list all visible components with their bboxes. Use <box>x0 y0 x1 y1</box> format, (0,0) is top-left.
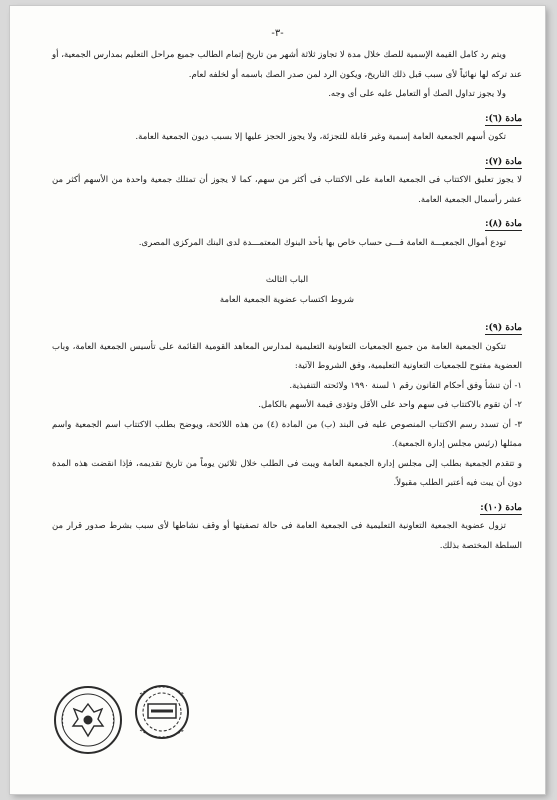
article-9-item-3: ٣- أن تسدد رسم الاكتتاب المنصوص عليه فى البند (ب) من المادة (٤) من هذه اللائحة، ويوضح بطلب الاكتتاب اسم الجمعية واسم ممثلها (رئيس مجلس إدارة الجمعية). <box>52 419 522 449</box>
article-6-label: مادة (٦): <box>485 112 522 124</box>
document-body <box>52 46 522 556</box>
stamps-area <box>50 670 200 780</box>
article-9-closing: و تتقدم الجمعية بطلب إلى مجلس إدارة الجمعية العامة ويبت فى الطلب خلال ثلاثين يوماً من تاريخ تقديمه، فإذا انقضت هذه المدة دون أن يبت فيه أعتبر الطلب مقبولاً. <box>52 458 522 488</box>
page-number: -٣- <box>271 28 284 39</box>
article-7-label: مادة (٧): <box>485 155 522 167</box>
round-stamp-icon <box>136 686 188 738</box>
stamps-graphic <box>50 670 200 780</box>
article-9-label: مادة (٩): <box>485 322 522 333</box>
article-9-item-2: ٢- أن تقوم بالاكتتاب فى سهم واحد على الأقل وتؤدى قيمة الأسهم بالكامل. <box>258 400 522 410</box>
intro-paragraph-1: ويتم رد كامل القيمة الإسمية للصك خلال مدة لا تجاوز ثلاثة أشهر من تاريخ إتمام الطالب جميع مراحل التعليم بمدارس الجمعية، أو عند تركه لها نهائياً لأى سبب قبل ذلك التاريخ، ويكون الرد لمن صدر الصك باسمه أو لخلفه لعام. <box>52 50 522 80</box>
article-9-title <box>52 318 522 338</box>
article-9-item-1: ١- أن تنشأ وفق أحكام القانون رقم ١ لسنة ١٩٩٠ ولائحته التنفيذية. <box>289 380 522 391</box>
article-8-title <box>52 214 522 234</box>
article-6-title <box>52 109 522 129</box>
article-7-title <box>52 152 522 172</box>
chapter-heading: الباب الثالث <box>265 275 309 285</box>
article-6-text: تكون أسهم الجمعية العامة إسمية وغير قابلة للتجزئة، ولا يجوز الحجز عليها إلا بسبب ديون الجمعية العامة. <box>135 132 506 142</box>
article-8-text: تودع أموال الجمعيـــة العامة فـــى حساب خاص بها بأحد البنوك المعتمـــدة لدى البنك المركزى المصرى. <box>138 237 506 248</box>
intro-paragraph-2: ولا يجوز تداول الصك أو التعامل عليه على أى وجه. <box>328 89 506 99</box>
article-10-title <box>52 498 522 518</box>
chapter-title: شروط اكتساب عضوية الجمعية العامة <box>219 294 355 305</box>
document-page <box>10 6 545 794</box>
eagle-seal-icon <box>55 687 121 753</box>
article-10-text: تزول عضوية الجمعية التعاونية التعليمية فى الجمعية العامة فى حالة تصفيتها أو وقف نشاطها لأى سبب بشرط صدور قرار من السلطة المختصة بذلك. <box>52 521 522 551</box>
article-7-text: لا يجوز تعليق الاكتتاب فى الجمعية العامة على الاكتتاب فى أكثر من سهم، كما لا يجوز أن تمتلك جمعية واحدة من الأسهم أكثر من عشر رأسمال الجمعية العامة. <box>52 175 522 205</box>
article-9-intro: تتكون الجمعية العامة من جميع الجمعيات التعاونية التعليمية لمدارس المعاهد القومية القائمة على تأسيس الجمعية العامة، وباب العضوية مفتوح للجمعيات التعاونية التعليمية، وفق الشروط الآتية: <box>52 341 522 371</box>
article-8-label: مادة (٨): <box>485 218 522 229</box>
article-10-label: مادة (١٠): <box>480 501 522 513</box>
